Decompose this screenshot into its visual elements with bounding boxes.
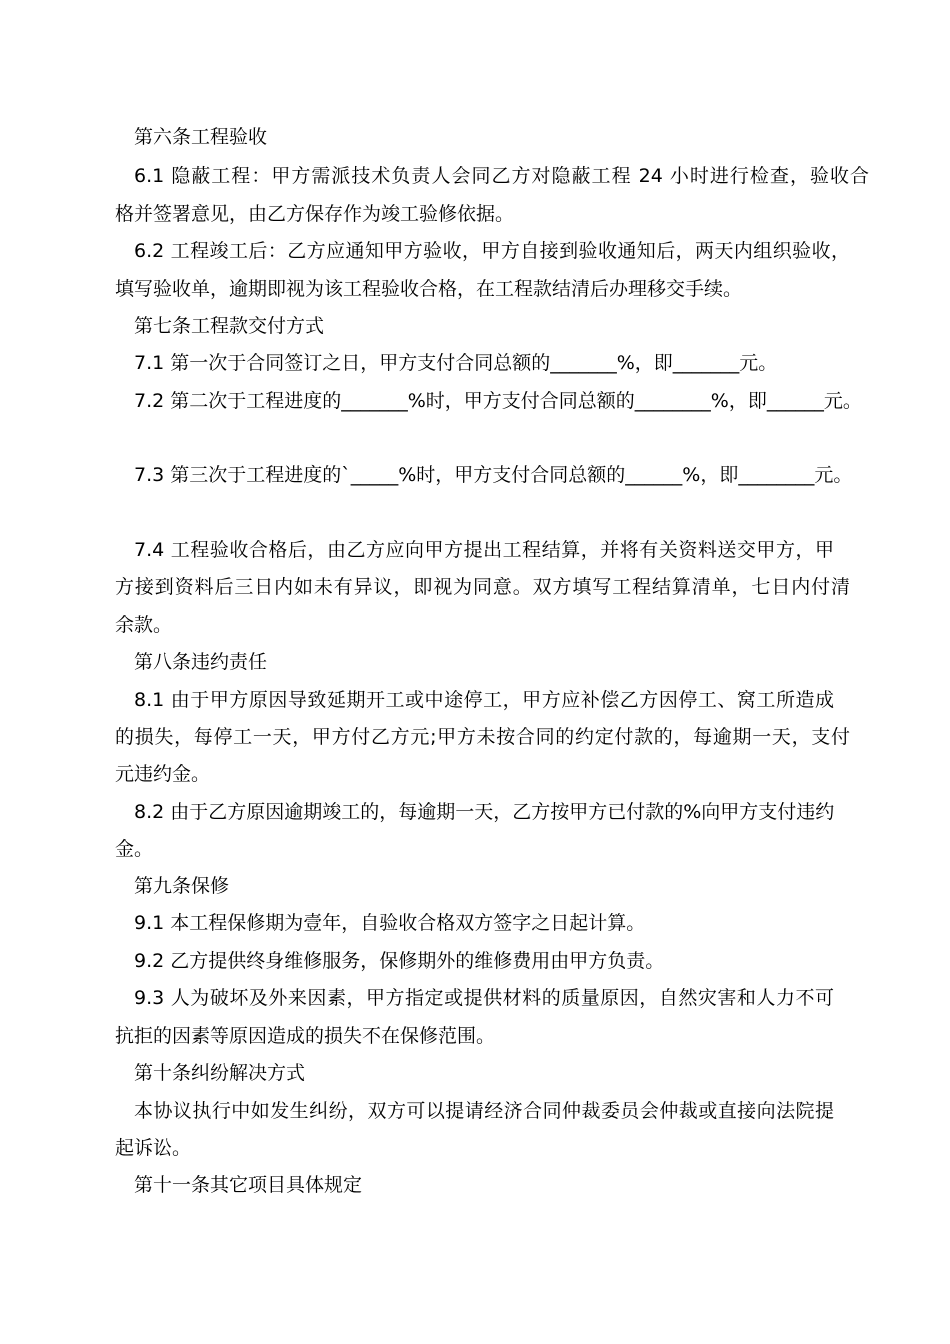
section-10-body-line-2: 起诉讼。 — [115, 1137, 192, 1159]
clause-6-1-line-2: 格并签署意见，由乙方保存作为竣工验修依据。 — [115, 203, 515, 225]
clause-8-1-line-2: 的损失，每停工一天，甲方付乙方元;甲方未按合同的约定付款的，每逾期一天，支付 — [115, 726, 850, 748]
clause-9-2: 9.2 乙方提供终身维修服务，保修期外的维修费用由甲方负责。 — [134, 950, 665, 972]
clause-7-3: 7.3 第三次于工程进度的`_____%时，甲方支付合同总额的______%，即________元。 — [134, 464, 853, 486]
section-10-body-line-1: 本协议执行中如发生纠纷，双方可以提请经济合同仲裁委员会仲裁或直接向法院提 — [134, 1100, 834, 1122]
clause-6-1-line-1: 6.1 隐蔽工程：甲方需派技术负责人会同乙方对隐蔽工程 24 小时进行检查，验收合 — [134, 165, 869, 187]
clause-8-2-line-1: 8.2 由于乙方原因逾期竣工的，每逾期一天，乙方按甲方已付款的%向甲方支付违约 — [134, 801, 835, 823]
clause-6-2-line-1: 6.2 工程竣工后：乙方应通知甲方验收，甲方自接到验收通知后，两天内组织验收， — [134, 240, 850, 262]
section-7-heading: 第七条工程款交付方式 — [134, 315, 325, 337]
clause-7-4-line-1: 7.4 工程验收合格后，由乙方应向甲方提出工程结算，并将有关资料送交甲方，甲 — [134, 539, 834, 561]
clause-9-3-line-2: 抗拒的因素等原因造成的损失不在保修范围。 — [115, 1025, 496, 1047]
clause-8-2-line-2: 金。 — [115, 838, 154, 860]
clause-6-2-line-2: 填写验收单，逾期即视为该工程验收合格，在工程款结清后办理移交手续。 — [115, 278, 743, 300]
clause-7-2: 7.2 第二次于工程进度的_______%时，甲方支付合同总额的________%，即______元。 — [134, 390, 862, 412]
section-8-heading: 第八条违约责任 — [134, 651, 268, 673]
clause-9-3-line-1: 9.3 人为破坏及外来因素，甲方指定或提供材料的质量原因，自然灾害和人力不可 — [134, 987, 834, 1009]
section-9-heading: 第九条保修 — [134, 875, 230, 897]
clause-7-1: 7.1 第一次于合同签订之日，甲方支付合同总额的_______%，即_______元。 — [134, 352, 778, 374]
clause-9-1: 9.1 本工程保修期为壹年，自验收合格双方签字之日起计算。 — [134, 912, 646, 934]
clause-8-1-line-3: 元违约金。 — [115, 763, 211, 785]
clause-7-4-line-3: 余款。 — [115, 614, 173, 636]
section-6-heading: 第六条工程验收 — [134, 126, 268, 148]
clause-8-1-line-1: 8.1 由于甲方原因导致延期开工或中途停工，甲方应补偿乙方因停工、窝工所造成 — [134, 689, 834, 711]
section-11-heading: 第十一条其它项目具体规定 — [134, 1174, 363, 1196]
section-10-heading: 第十条纠纷解决方式 — [134, 1062, 306, 1084]
clause-7-4-line-2: 方接到资料后三日内如未有异议，即视为同意。双方填写工程结算清单，七日内付清 — [115, 576, 850, 598]
